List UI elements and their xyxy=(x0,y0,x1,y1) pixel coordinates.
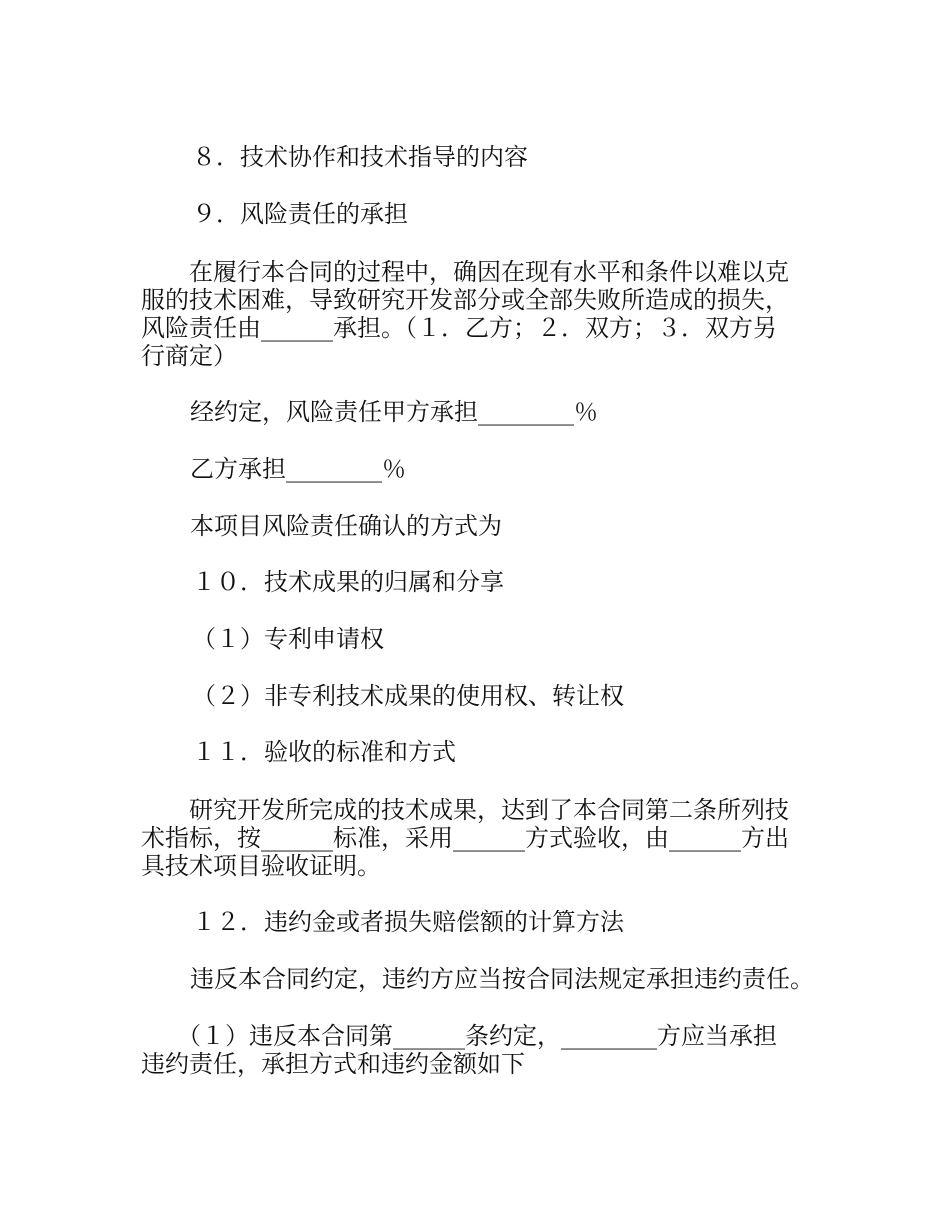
text-line: （１）违反本合同第______条约定，________方应当承担 xyxy=(141,1022,777,1050)
paragraph-risk-confirmation: 本项目风险责任确认的方式为 xyxy=(190,512,502,540)
text-line: 行商定） xyxy=(141,342,237,370)
paragraph-breach-item-1 xyxy=(141,1022,831,1078)
paragraph-risk-bearing xyxy=(141,258,831,370)
subheading-10-1: （１）专利申请权 xyxy=(192,625,384,653)
text-line: 服的技术困难，导致研究开发部分或全部失败所造成的损失， xyxy=(141,286,789,314)
heading-item-11: １１．验收的标准和方式 xyxy=(192,738,456,766)
paragraph-party-b-share: 乙方承担________％ xyxy=(190,455,406,483)
heading-item-12: １２．违约金或者损失赔偿额的计算方法 xyxy=(192,908,624,936)
subheading-10-2: （２）非专利技术成果的使用权、转让权 xyxy=(192,682,624,710)
text-line: 违约责任，承担方式和违约金额如下 xyxy=(141,1050,525,1078)
text-line: 风险责任由______承担。（１．乙方；２．双方；３．双方另 xyxy=(141,314,777,342)
heading-item-9: ９．风险责任的承担 xyxy=(192,200,408,228)
heading-item-8: ８．技术协作和技术指导的内容 xyxy=(192,143,528,171)
paragraph-party-a-share: 经约定，风险责任甲方承担________％ xyxy=(190,398,598,426)
paragraph-acceptance xyxy=(141,796,831,880)
text-line: 研究开发所完成的技术成果，达到了本合同第二条所列技 xyxy=(141,796,789,824)
heading-item-10: １０．技术成果的归属和分享 xyxy=(192,568,504,596)
text-line: 具技术项目验收证明。 xyxy=(141,852,381,880)
text-line: 在履行本合同的过程中，确因在现有水平和条件以难以克 xyxy=(141,258,789,286)
text-line: 术指标，按______标准，采用______方式验收，由______方出 xyxy=(141,824,789,852)
paragraph-breach: 违反本合同约定，违约方应当按合同法规定承担违约责任。 xyxy=(190,965,814,993)
